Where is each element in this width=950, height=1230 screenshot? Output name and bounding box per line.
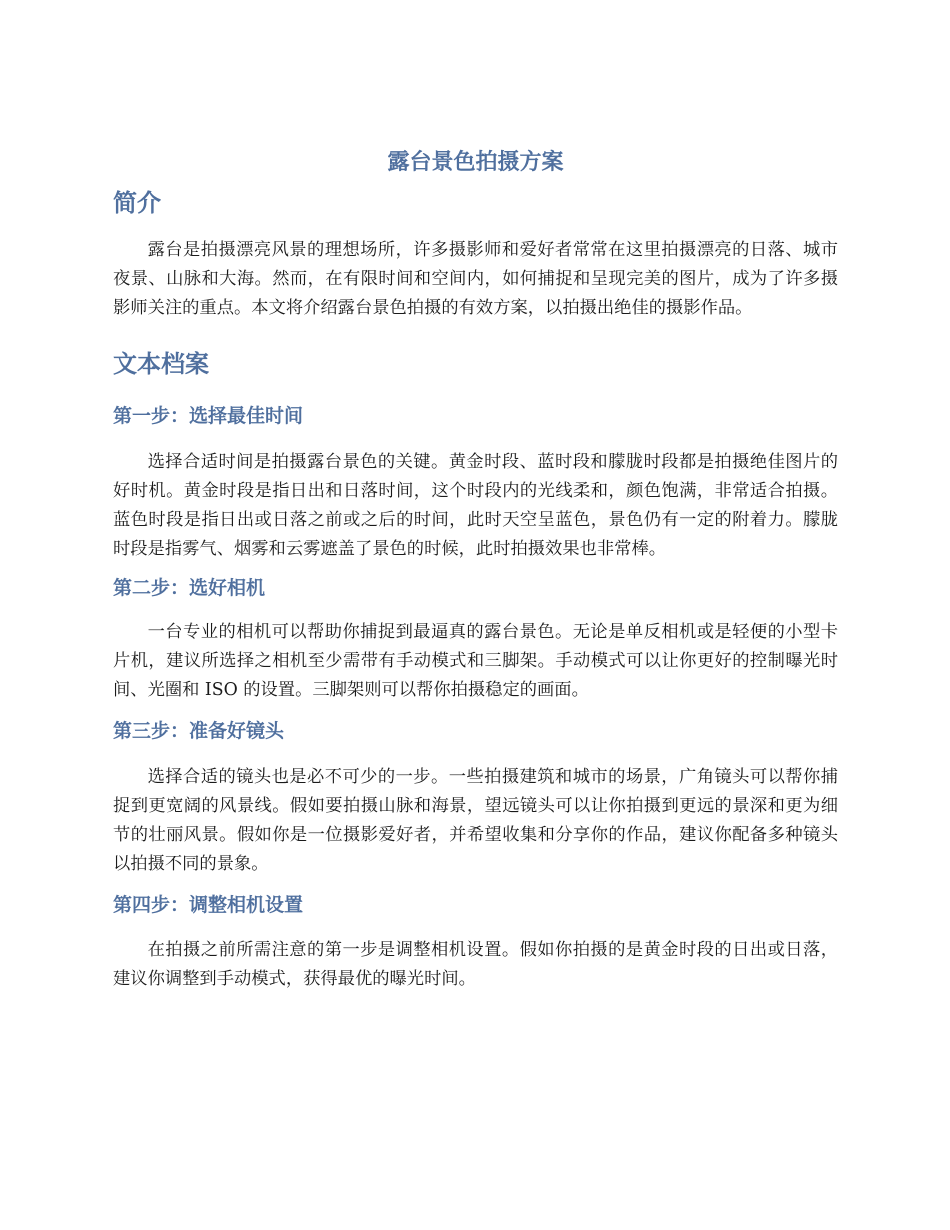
intro-paragraph: 露台是拍摄漂亮风景的理想场所，许多摄影师和爱好者常常在这里拍摄漂亮的日落、城市夜景、山脉和大海。然而，在有限时间和空间内，如何捕捉和呈现完美的图片，成为了许多摄影师关注的重点。本文将介绍露台景色拍摄的有效方案，以拍摄出绝佳的摄影作品。 <box>113 240 838 318</box>
document-title: 露台景色拍摄方案 <box>387 150 564 175</box>
step-2-heading: 第二步：选好相机 <box>113 577 266 599</box>
step-1-paragraph: 选择合适时间是拍摄露台景色的关键。黄金时段、蓝时段和朦胧时段都是拍摄绝佳图片的好时机。黄金时段是指日出和日落时间，这个时段内的光线柔和，颜色饱满，非常适合拍摄。蓝色时段是指日出或日落之前或之后的时间，此时天空呈蓝色，景色仍有一定的附着力。朦胧时段是指雾气、烟雾和云雾遮盖了景色的时候，此时拍摄效果也非常棒。 <box>113 452 838 559</box>
step-4-paragraph: 在拍摄之前所需注意的第一步是调整相机设置。假如你拍摄的是黄金时段的日出或日落，建议你调整到手动模式，获得最优的曝光时间。 <box>113 940 838 989</box>
section-heading: 文本档案 <box>113 350 209 378</box>
step-4-heading: 第四步：调整相机设置 <box>113 894 304 916</box>
step-2-paragraph: 一台专业的相机可以帮助你捕捉到最逼真的露台景色。无论是单反相机或是轻便的小型卡片机，建议所选择之相机至少需带有手动模式和三脚架。手动模式可以让你更好的控制曝光时间、光圈和 ISO 的设置。三脚架则可以帮你拍摄稳定的画面。 <box>113 622 838 700</box>
step-3-heading: 第三步：准备好镜头 <box>113 720 285 742</box>
step-1-heading: 第一步：选择最佳时间 <box>113 405 304 427</box>
intro-heading: 简介 <box>113 189 161 217</box>
step-3-paragraph: 选择合适的镜头也是必不可少的一步。一些拍摄建筑和城市的场景，广角镜头可以帮你捕捉到更宽阔的风景线。假如要拍摄山脉和海景，望远镜头可以让你拍摄到更远的景深和更为细节的壮丽风景。假如你是一位摄影爱好者，并希望收集和分享你的作品，建议你配备多种镜头以拍摄不同的景象。 <box>113 767 838 874</box>
